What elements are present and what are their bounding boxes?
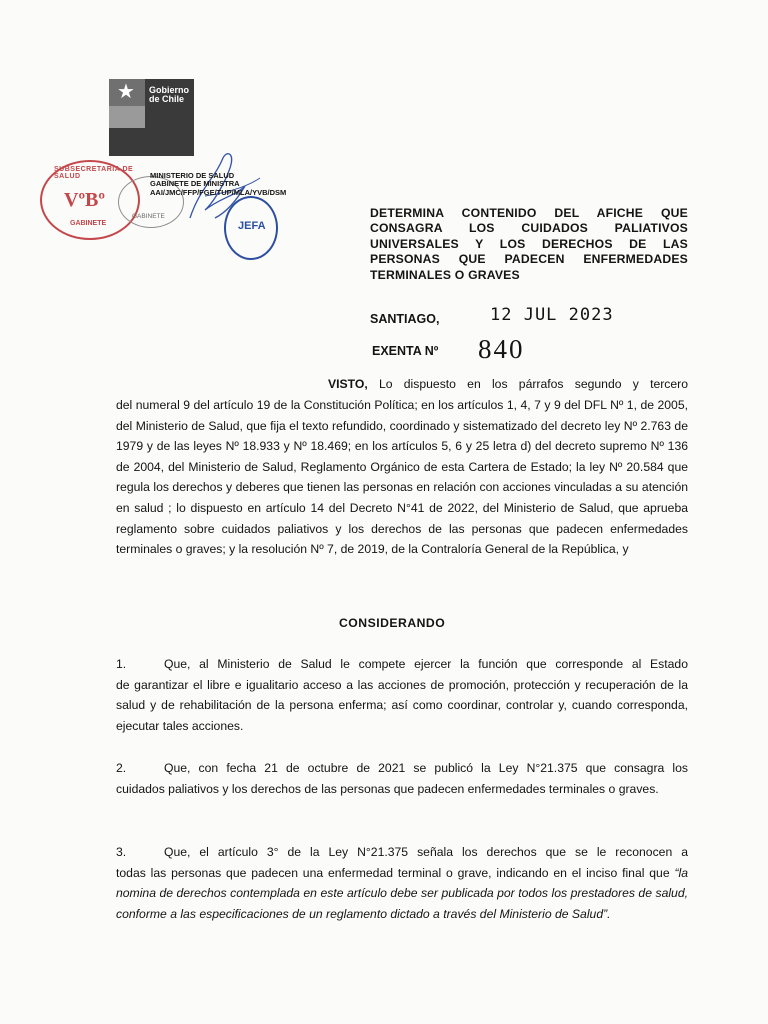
considerando-item-2 — [116, 758, 688, 799]
item-number: 1. — [116, 657, 127, 671]
vb-stamp-bottom: GABINETE — [70, 220, 107, 227]
visto-first-line — [328, 374, 688, 395]
visto-first-text: Lo dispuesto en los párrafos segundo y tercero — [378, 377, 688, 391]
vb-stamp-text: VºBº — [64, 189, 105, 211]
star-icon: ★ — [117, 81, 135, 103]
document-title: DETERMINA CONTENIDO DEL AFICHE QUE CONSAGRA LOS CUIDADOS PALIATIVOS UNIVERSALES Y LOS DERECHOS DE LAS PERSONAS QUE PADECEN ENFERMEDADES TERMINALES O GRAVES — [370, 206, 688, 282]
place-label: SANTIAGO, — [370, 312, 440, 326]
logo-text: Gobierno de Chile — [149, 85, 189, 104]
ministry-line: AAI/JMC/FFP/FGE/TUP/MLA/YVB/DSM — [150, 187, 287, 197]
gobierno-de-chile-logo — [109, 79, 194, 156]
item-number: 3. — [116, 845, 127, 859]
considerando-heading: CONSIDERANDO — [339, 616, 446, 630]
item-first-line: Que, el artículo 3° de la Ley N°21.375 señala los derechos que se le reconocen a — [164, 845, 688, 859]
item-rest: todas las personas que padecen una enfermedad terminal o grave, indicando en el inciso final que — [116, 865, 675, 880]
item-first-line: Que, al Ministerio de Salud le compete ejercer la función que corresponde al Estado — [164, 657, 688, 671]
considerando-item-1 — [116, 654, 688, 736]
gabinete-stamp-text: GABINETE — [132, 213, 165, 220]
visto-label: VISTO, — [328, 377, 368, 391]
ministry-line: MINISTERIO DE SALUD — [150, 171, 235, 180]
item-quote: “la nomina de derechos contemplada en este artículo debe ser publicada por todos los prestadores de salud, conforme a las especificaciones de un reglamento dictado a través del Ministerio de Salud”. — [116, 865, 688, 921]
exenta-label: EXENTA Nº — [372, 344, 439, 358]
item-rest: cuidados paliativos y los derechos de las personas que padecen enfermedades terminales o graves. — [116, 781, 659, 796]
document-date: 12 JUL 2023 — [490, 305, 614, 325]
exenta-number: 840 — [478, 334, 525, 364]
item-number: 2. — [116, 761, 127, 775]
item-rest: de garantizar el libre e igualitario acceso a las acciones de promoción, protección y recuperación de la salud y de rehabilitación de la persona enferma; así como coordinar, controlar y, cuando corresponda, ejecutar tales acciones. — [116, 677, 688, 733]
visto-body: del numeral 9 del artículo 19 de la Constitución Política; en los artículos 1, 4, 7 y 9 del DFL Nº 1, de 2005, del Ministerio de Salud, que fija el texto refundido, coordinado y sistematizado del decreto ley Nº 2.763 de 1979 y de las leyes Nº 18.933 y Nº 18.469; en los artículos 5, 6 y 25 letra d) del decreto supremo Nº 136 de 2004, del Ministerio de Salud, Reglamento Orgánico de esta Cartera de Estado; la ley Nº 20.584 que regula los derechos y deberes que tienen las personas en relación con acciones vinculadas a su atención en salud ; lo dispuesto en artículo 14 del Decreto N°41 de 2022, del Ministerio de Salud, que aprueba reglamento sobre cuidados paliativos y los derechos de las personas que padecen enfermedades terminales o graves; y la resolución Nº 7, de 2019, de la Contraloría General de la República, y — [116, 398, 688, 557]
ministry-line: GABINETE DE MINISTRA — [150, 179, 240, 189]
considerando-item-3 — [116, 842, 688, 924]
item-first-line: Que, con fecha 21 de octubre de 2021 se publicó la Ley N°21.375 que consagra los — [164, 761, 688, 775]
ministry-block — [150, 172, 286, 197]
jefa-stamp-text: JEFA — [238, 220, 266, 232]
vb-stamp-ring: SUBSECRETARIA DE SALUD — [54, 166, 134, 180]
